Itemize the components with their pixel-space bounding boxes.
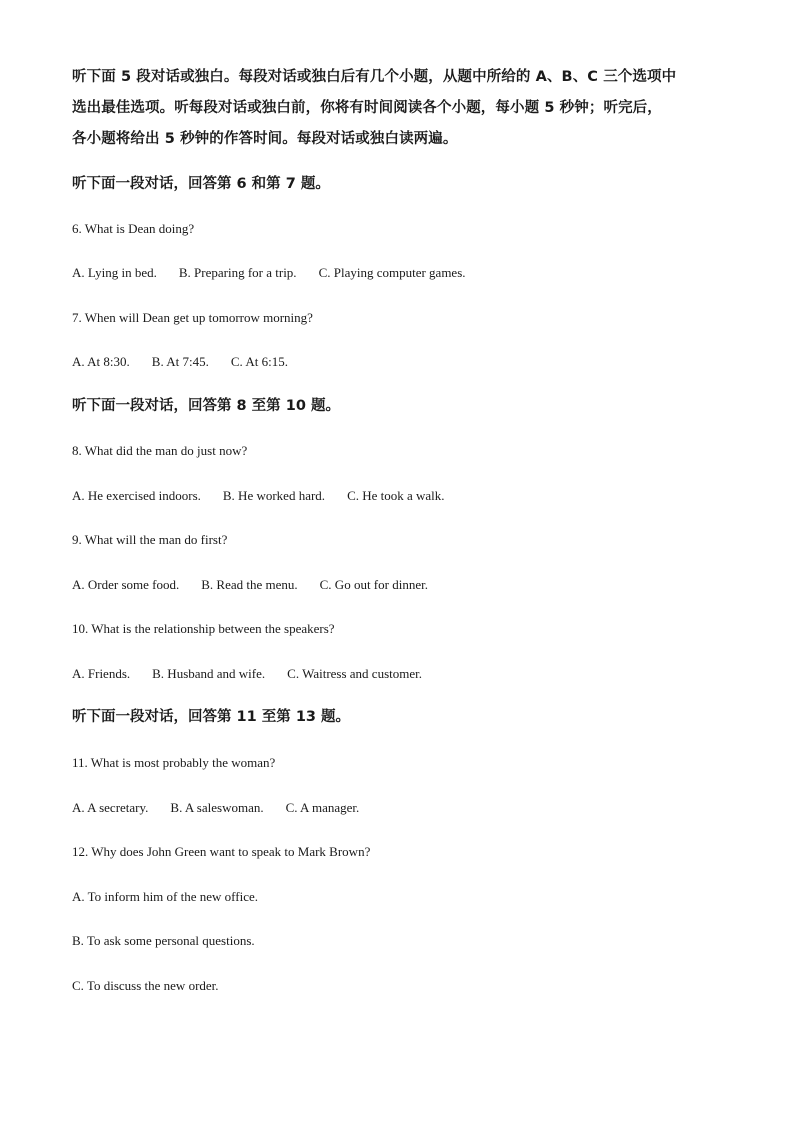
option-c[interactable]: C. Go out for dinner.: [319, 577, 428, 592]
question-6: 6. What is Dean doing?: [72, 221, 195, 236]
question-12-option-a[interactable]: A. To inform him of the new office.: [72, 889, 258, 904]
section-heading-2: 听下面一段对话，回答第 8 至第 10 题。: [72, 398, 340, 414]
question-9-options: [72, 575, 428, 595]
question-12-option-b[interactable]: B. To ask some personal questions.: [72, 933, 255, 948]
option-b[interactable]: B. Preparing for a trip.: [178, 265, 297, 280]
instructions-line-1: 听下面 5 段对话或独白。每段对话或独白后有几个小题，从题中所给的 A、B、C 三个选项中: [72, 69, 677, 85]
option-a[interactable]: A. Friends.: [72, 666, 131, 681]
instructions-line-3: 各小题将给出 5 秒钟的作答时间。每段对话或独白读两遍。: [72, 131, 458, 147]
option-a[interactable]: A. Order some food.: [72, 577, 180, 592]
option-a[interactable]: A. Lying in bed.: [72, 265, 157, 280]
section-heading-3: 听下面一段对话，回答第 11 至第 13 题。: [72, 709, 351, 725]
option-b[interactable]: B. A saleswoman.: [170, 800, 264, 815]
option-c[interactable]: C. At 6:15.: [230, 354, 288, 369]
option-b[interactable]: B. Read the menu.: [201, 577, 298, 592]
option-b[interactable]: B. At 7:45.: [151, 354, 209, 369]
option-c[interactable]: C. Playing computer games.: [318, 265, 466, 280]
option-c[interactable]: C. A manager.: [285, 800, 360, 815]
question-7: 7. When will Dean get up tomorrow morning?: [72, 310, 313, 325]
option-a[interactable]: A. At 8:30.: [72, 354, 130, 369]
instructions-line-2: 选出最佳选项。听每段对话或独白前，你将有时间阅读各个小题，每小题 5 秒钟；听完后，: [72, 100, 662, 116]
section-heading-1: 听下面一段对话，回答第 6 和第 7 题。: [72, 176, 330, 192]
option-c[interactable]: C. Waitress and customer.: [287, 666, 422, 681]
question-8-options: [72, 486, 445, 506]
question-7-options: [72, 352, 288, 372]
question-11: 11. What is most probably the woman?: [72, 755, 276, 770]
option-c[interactable]: C. He took a walk.: [347, 488, 445, 503]
question-6-options: [72, 263, 466, 283]
question-10-options: [72, 664, 422, 684]
instructions: [72, 62, 676, 155]
question-12: 12. Why does John Green want to speak to Mark Brown?: [72, 844, 371, 859]
question-11-options: [72, 798, 359, 818]
option-b[interactable]: B. Husband and wife.: [152, 666, 266, 681]
question-10: 10. What is the relationship between the speakers?: [72, 621, 335, 636]
question-8: 8. What did the man do just now?: [72, 443, 248, 458]
question-9: 9. What will the man do first?: [72, 532, 228, 547]
option-a[interactable]: A. He exercised indoors.: [72, 488, 201, 503]
question-12-option-c[interactable]: C. To discuss the new order.: [72, 978, 219, 993]
option-b[interactable]: B. He worked hard.: [222, 488, 326, 503]
option-a[interactable]: A. A secretary.: [72, 800, 149, 815]
